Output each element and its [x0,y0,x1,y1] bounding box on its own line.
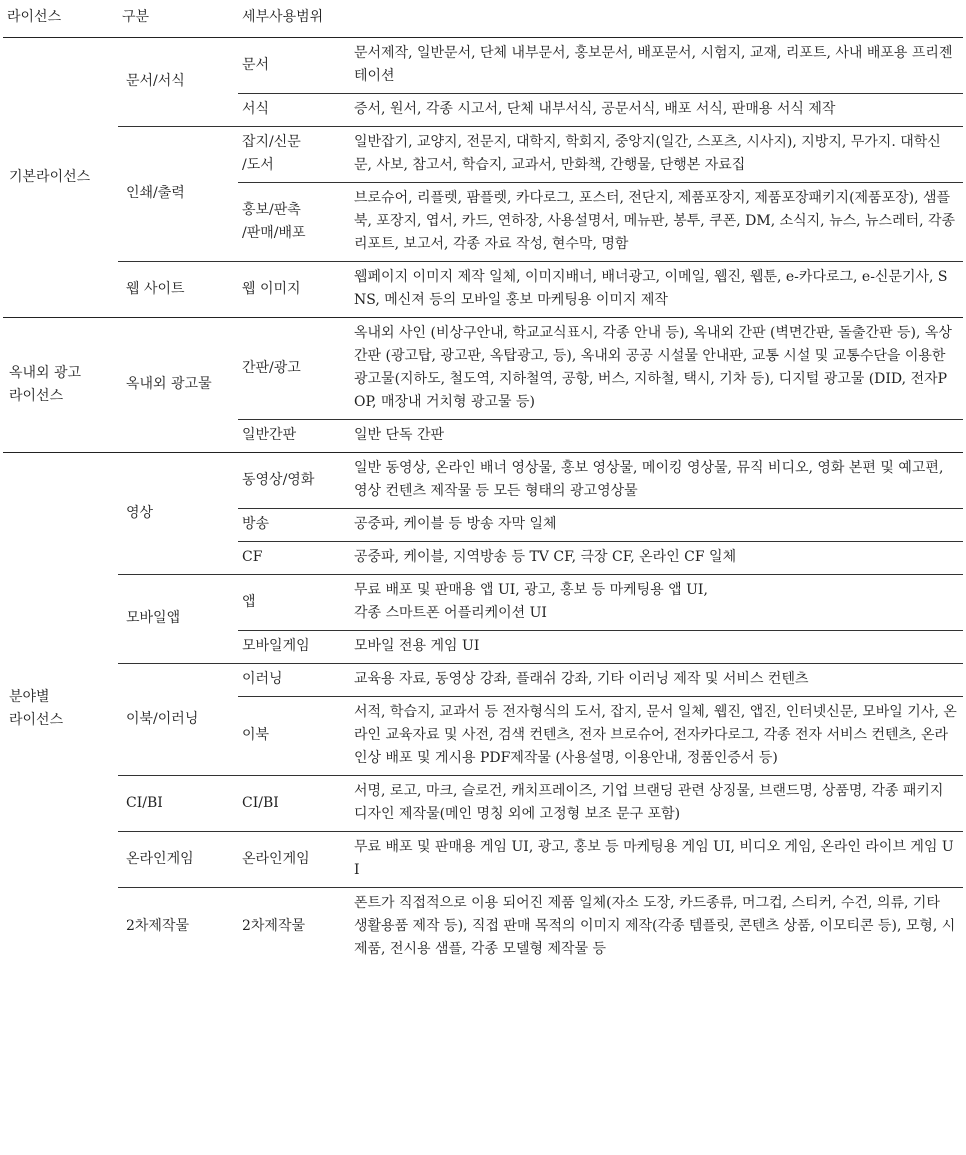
table-row [3,888,963,967]
sub-ci: CI/BI [238,776,350,832]
license-field: 분야별 라이선스 [9,689,64,728]
desc-document: 문서제작, 일반문서, 단체 내부문서, 홍보문서, 배포문서, 시험지, 교재, 리포트, 사내 배포용 프리젠테이션 [350,38,963,94]
license-outdoor: 옥내외 광고 라이선스 [9,364,82,404]
desc-promo: 브로슈어, 리플렛, 팜플렛, 카다로그, 포스터, 전단지, 제품포장지, 제품포장패키지(제품포장), 샘플북, 포장지, 엽서, 카드, 연하장, 사용설명서, 메뉴판, 봉투, 쿠폰, DM, 소식지, 뉴스, 뉴스레터, 각종 리포트, 보고서, 각종 자료 작성, 현수막, 명함 [350,183,963,262]
sub-online-game: 온라인게임 [238,832,350,888]
sub-movie: 동영상/영화 [238,453,350,509]
sub-ebook: 이북 [238,697,350,776]
category-web: 웹 사이트 [126,280,185,297]
desc-online-game: 무료 배포 및 판매용 게임 UI, 광고, 홍보 등 마케팅용 게임 UI, 비디오 게임, 온라인 라이브 게임 UI [350,832,963,888]
category-ci: CI/BI [118,776,238,832]
sub-app: 앱 [238,575,350,631]
table-row [3,318,963,420]
desc-sign: 옥내외 사인 (비상구안내, 학교교식표시, 각종 안내 등), 옥내외 간판 (벽면간판, 돌출간판 등), 옥상간판 (광고탑, 광고판, 옥탑광고, 등), 옥내외 공공 시설물 안내판, 교통 시설 및 교통수단을 이용한 광고물(지하도, 철도역, 지하철역, 공항, 버스, 지하철, 택시, 기차 등), 디지털 광고물 (DID, 전자POP, 매장내 거치형 광고물 등) [350,318,963,420]
table-row [3,262,963,318]
desc-ci: 서명, 로고, 마크, 슬로건, 캐치프레이즈, 기업 브랜딩 관련 상징물, 브랜드명, 상품명, 각종 패키지 디자인 제작물(메인 명칭 외에 고정형 보조 문구 포함) [350,776,963,832]
sub-document: 문서 [238,38,350,94]
desc-magazine: 일반잡기, 교양지, 전문지, 대학지, 학회지, 중앙지(일간, 스포츠, 시사지), 지방지, 무가지. 대학신문, 사보, 참고서, 학습지, 교과서, 만화책, 간행물, 단행본 자료집 [350,127,963,183]
desc-app: 무료 배포 및 판매용 앱 UI, 광고, 홍보 등 마케팅용 앱 UI, 각종 스마트폰 어플리케이션 UI [350,575,963,631]
table-row [3,832,963,888]
table-row [3,38,963,94]
desc-mobile-game: 모바일 전용 게임 UI [350,631,963,664]
header-license: 라이선스 [7,9,62,25]
sub-magazine: 잡지/신문 /도서 [238,127,350,183]
desc-ebook: 서적, 학습지, 교과서 등 전자형식의 도서, 잡지, 문서 일체, 웹진, 앱진, 인터넷신문, 모바일 기사, 온라인 교육자료 및 사전, 검색 컨텐츠, 전자 브로슈어, 전자카다로그, 각종 전자 서비스 컨텐츠, 온라인상 배포 및 게시용 PDF제작물 (사용설명, 이용안내, 정품인증서 등) [350,697,963,776]
category-mobile: 모바일앱 [118,575,238,664]
license-basic: 기본라이선스 [9,168,91,185]
desc-secondary: 폰트가 직접적으로 이용 되어진 제품 일체(자소 도장, 카드종류, 머그컵, 스티커, 수건, 의류, 기타 생활용품 제작 등), 직접 판매 목적의 이미지 제작(각종 템플릿, 콘텐츠 상품, 이모티콘 등), 모형, 시제품, 전시용 샘플, 각종 모델형 제작물 등 [354,895,956,957]
category-outdoor: 옥내외 광고물 [126,376,212,392]
sub-broadcast: 방송 [238,509,350,542]
sub-mobile-game: 모바일게임 [238,631,350,664]
category-ebook: 이북/이러닝 [118,664,238,776]
desc-web: 웹페이지 이미지 제작 일체, 이미지배너, 배너광고, 이메일, 웹진, 웹툰, e-카다로그, e-신문기사, SNS, 메신져 등의 모바일 홍보 마케팅용 이미지 제작 [354,269,948,308]
sub-plain-sign: 일반간판 [242,427,297,443]
sub-promo: 홍보/판촉 /판매/배포 [238,183,350,262]
desc-plain-sign: 일반 단독 간판 [354,427,445,443]
sub-cf: CF [238,542,350,575]
category-print: 인쇄/출력 [118,127,238,262]
table-row [3,776,963,832]
sub-form: 서식 [238,94,350,127]
sub-secondary: 2차제작물 [242,918,306,934]
table-row [3,664,963,697]
category-video: 영상 [118,453,238,575]
sub-web: 웹 이미지 [242,280,301,297]
header-row [3,0,963,38]
category-document: 문서/서식 [118,38,238,127]
desc-broadcast: 공중파, 케이블 등 방송 자막 일체 [350,509,963,542]
header-category: 구분 [122,9,150,25]
table-row [3,575,963,631]
license-table [3,0,963,966]
desc-elearning: 교육용 자료, 동영상 강좌, 플래쉬 강좌, 기타 이러닝 제작 및 서비스 컨텐츠 [350,664,963,697]
category-secondary: 2차제작물 [126,918,190,934]
desc-form: 증서, 원서, 각종 시고서, 단체 내부서식, 공문서식, 배포 서식, 판매용 서식 제작 [350,94,963,127]
sub-elearning: 이러닝 [238,664,350,697]
table-row [3,453,963,509]
header-scope: 세부사용범위 [242,9,324,25]
desc-cf: 공중파, 케이블, 지역방송 등 TV CF, 극장 CF, 온라인 CF 일체 [350,542,963,575]
desc-movie: 일반 동영상, 온라인 배너 영상물, 홍보 영상물, 메이킹 영상물, 뮤직 비디오, 영화 본편 및 예고편, 영상 컨텐츠 제작물 등 모든 형태의 광고영상물 [350,453,963,509]
table-row [3,127,963,183]
sub-sign: 간판/광고 [238,318,350,420]
category-online-game: 온라인게임 [118,832,238,888]
